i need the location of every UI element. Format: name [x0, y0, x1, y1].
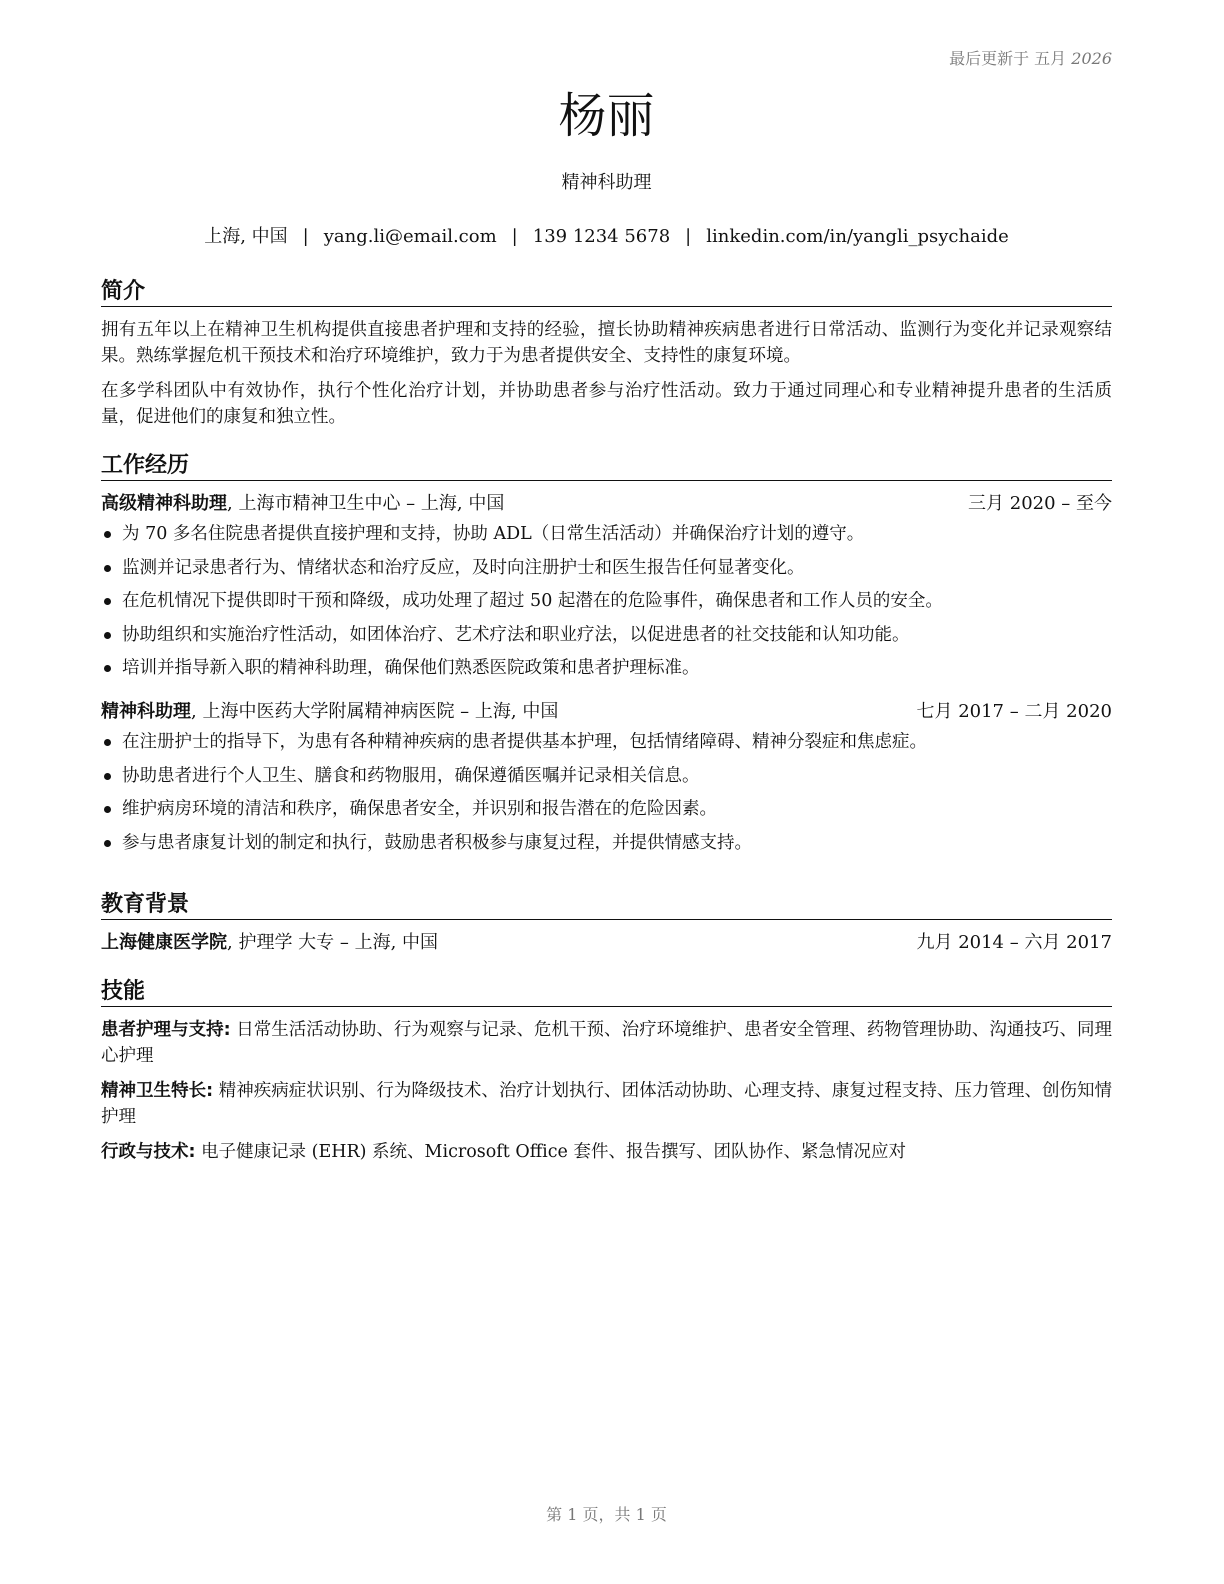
summary-title: 简介 [101, 278, 1112, 307]
job-bullets [101, 729, 1112, 856]
experience-title: 工作经历 [101, 452, 1112, 481]
education-entry [101, 930, 1112, 956]
experience-section [101, 452, 1112, 863]
skill-label: 患者护理与支持: [101, 1020, 231, 1040]
job-header [101, 491, 1112, 517]
skill-group [101, 1078, 1112, 1130]
job-entry [101, 699, 1112, 856]
job-bullet: 培训并指导新入职的精神科助理，确保他们熟悉医院政策和患者护理标准。 [101, 655, 1112, 681]
summary-section [101, 278, 1112, 439]
education-section [101, 891, 1112, 960]
job-org: , 上海中医药大学附属精神病医院 – 上海, 中国 [191, 701, 559, 722]
contact-location: 上海, 中国 [204, 226, 288, 247]
skill-label: 精神卫生特长: [101, 1081, 214, 1101]
contact-email[interactable]: yang.li@email.com [323, 226, 497, 247]
skill-text: 电子健康记录 (EHR) 系统、Microsoft Office 套件、报告撰写、团队协作、紧急情况应对 [195, 1142, 906, 1162]
candidate-role: 精神科助理 [561, 172, 652, 193]
education-dates: 九月 2014 – 六月 2017 [916, 932, 1112, 953]
job-bullets [101, 521, 1112, 681]
contact-separator: | [685, 226, 692, 247]
skill-group [101, 1017, 1112, 1069]
job-dates: 三月 2020 – 至今 [968, 493, 1112, 514]
job-header [101, 699, 1112, 725]
job-bullet: 在注册护士的指导下，为患有各种精神疾病的患者提供基本护理，包括情绪障碍、精神分裂症和焦虑症。 [101, 729, 1112, 755]
skill-text: 精神疾病症状识别、行为降级技术、治疗计划执行、团体活动协助、心理支持、康复过程支持、压力管理、创伤知情护理 [101, 1081, 1113, 1127]
job-dates: 七月 2017 – 二月 2020 [916, 701, 1112, 722]
job-position: 高级精神科助理 [101, 493, 227, 514]
job-org: , 上海市精神卫生中心 – 上海, 中国 [227, 493, 505, 514]
summary-paragraph: 拥有五年以上在精神卫生机构提供直接患者护理和支持的经验，擅长协助精神疾病患者进行日常活动、监测行为变化并记录观察结果。熟练掌握危机干预技术和治疗环境维护，致力于为患者提供安全、支持性的康复环境。 [101, 320, 1112, 366]
education-line [101, 930, 438, 956]
job-title-line [101, 491, 504, 517]
last-updated-year: 2026 [1071, 49, 1112, 68]
contact-line [101, 224, 1112, 250]
education-school: 上海健康医学院 [101, 932, 227, 953]
last-updated [949, 46, 1112, 69]
education-detail: , 护理学 大专 – 上海, 中国 [227, 932, 439, 953]
job-bullet: 协助患者进行个人卫生、膳食和药物服用，确保遵循医嘱并记录相关信息。 [101, 763, 1112, 789]
page-number: 第 1 页，共 1 页 [546, 1505, 667, 1524]
skills-section [101, 978, 1112, 1174]
job-bullet: 为 70 多名住院患者提供直接护理和支持，协助 ADL（日常生活活动）并确保治疗计划的遵守。 [101, 521, 1112, 547]
job-bullet: 协助组织和实施治疗性活动，如团体治疗、艺术疗法和职业疗法，以促进患者的社交技能和认知功能。 [101, 622, 1112, 648]
education-title: 教育背景 [101, 891, 1112, 920]
job-bullet: 参与患者康复计划的制定和执行，鼓励患者积极参与康复过程，并提供情感支持。 [101, 830, 1112, 856]
last-updated-label: 最后更新于 五月 [949, 49, 1067, 68]
candidate-name: 杨丽 [558, 88, 655, 144]
job-bullet: 监测并记录患者行为、情绪状态和治疗反应，及时向注册护士和医生报告任何显著变化。 [101, 555, 1112, 581]
skills-title: 技能 [101, 978, 1112, 1007]
contact-phone[interactable]: 139 1234 5678 [532, 226, 671, 247]
job-bullet: 在危机情况下提供即时干预和降级，成功处理了超过 50 起潜在的危险事件，确保患者和工作人员的安全。 [101, 588, 1112, 614]
contact-separator: | [511, 226, 518, 247]
job-entry [101, 491, 1112, 681]
skill-group [101, 1139, 1112, 1165]
job-bullet: 维护病房环境的清洁和秩序，确保患者安全，并识别和报告潜在的危险因素。 [101, 796, 1112, 822]
skill-text: 日常生活活动协助、行为观察与记录、危机干预、治疗环境维护、患者安全管理、药物管理协助、沟通技巧、同理心护理 [101, 1020, 1113, 1066]
contact-linkedin[interactable]: linkedin.com/in/yangli_psychaide [706, 226, 1009, 247]
summary-paragraph: 在多学科团队中有效协作，执行个性化治疗计划，并协助患者参与治疗性活动。致力于通过同理心和专业精神提升患者的生活质量，促进他们的康复和独立性。 [101, 381, 1112, 427]
skill-label: 行政与技术: [101, 1142, 196, 1162]
contact-separator: | [302, 226, 309, 247]
job-position: 精神科助理 [101, 701, 191, 722]
job-title-line [101, 699, 558, 725]
